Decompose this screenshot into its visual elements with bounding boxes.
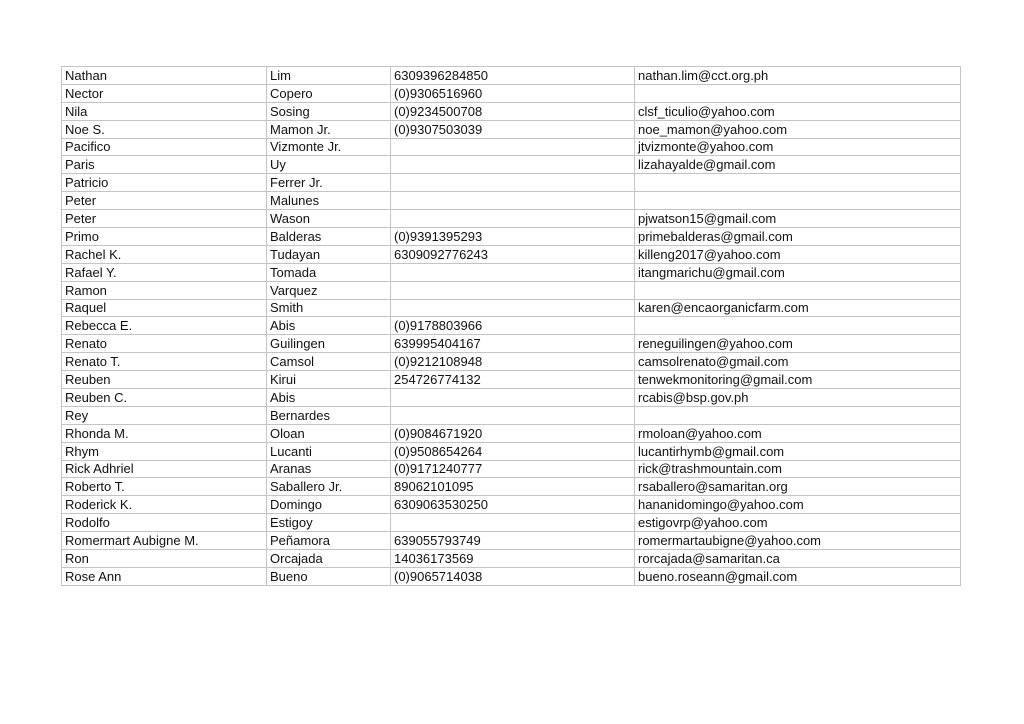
last-name-cell: Domingo (267, 496, 391, 514)
last-name-cell: Tudayan (267, 245, 391, 263)
email-cell: jtvizmonte@yahoo.com (635, 138, 961, 156)
first-name-cell: Peter (62, 192, 267, 210)
phone-cell: 14036173569 (391, 550, 635, 568)
table-row (62, 478, 961, 496)
last-name-cell: Lucanti (267, 442, 391, 460)
table-row (62, 514, 961, 532)
table-row (62, 281, 961, 299)
table-row (62, 263, 961, 281)
email-cell: bueno.roseann@gmail.com (635, 567, 961, 585)
table-row (62, 389, 961, 407)
first-name-cell: Raquel (62, 299, 267, 317)
email-cell (635, 317, 961, 335)
phone-cell: 6309092776243 (391, 245, 635, 263)
phone-cell: (0)9234500708 (391, 102, 635, 120)
email-cell: reneguilingen@yahoo.com (635, 335, 961, 353)
table-row (62, 299, 961, 317)
last-name-cell: Guilingen (267, 335, 391, 353)
first-name-cell: Rebecca E. (62, 317, 267, 335)
email-cell: camsolrenato@gmail.com (635, 353, 961, 371)
phone-cell (391, 389, 635, 407)
first-name-cell: Nector (62, 84, 267, 102)
last-name-cell: Aranas (267, 460, 391, 478)
email-cell (635, 406, 961, 424)
email-cell: noe_mamon@yahoo.com (635, 120, 961, 138)
email-cell: pjwatson15@gmail.com (635, 210, 961, 228)
email-cell (635, 174, 961, 192)
last-name-cell: Camsol (267, 353, 391, 371)
phone-cell (391, 192, 635, 210)
table-row (62, 156, 961, 174)
first-name-cell: Rick Adhriel (62, 460, 267, 478)
first-name-cell: Renato T. (62, 353, 267, 371)
last-name-cell: Wason (267, 210, 391, 228)
first-name-cell: Rachel K. (62, 245, 267, 263)
table-row (62, 210, 961, 228)
last-name-cell: Abis (267, 389, 391, 407)
first-name-cell: Nathan (62, 67, 267, 85)
table-row (62, 192, 961, 210)
email-cell: rcabis@bsp.gov.ph (635, 389, 961, 407)
email-cell: clsf_ticulio@yahoo.com (635, 102, 961, 120)
email-cell: rick@trashmountain.com (635, 460, 961, 478)
last-name-cell: Saballero Jr. (267, 478, 391, 496)
last-name-cell: Abis (267, 317, 391, 335)
email-cell: lizahayalde@gmail.com (635, 156, 961, 174)
table-row (62, 550, 961, 568)
phone-cell: (0)9178803966 (391, 317, 635, 335)
first-name-cell: Renato (62, 335, 267, 353)
table-row (62, 460, 961, 478)
table-row (62, 84, 961, 102)
contacts-table (61, 66, 961, 586)
last-name-cell: Smith (267, 299, 391, 317)
first-name-cell: Peter (62, 210, 267, 228)
phone-cell: (0)9508654264 (391, 442, 635, 460)
last-name-cell: Peñamora (267, 532, 391, 550)
phone-cell (391, 299, 635, 317)
last-name-cell: Varquez (267, 281, 391, 299)
table-row (62, 406, 961, 424)
email-cell: hananidomingo@yahoo.com (635, 496, 961, 514)
first-name-cell: Rey (62, 406, 267, 424)
phone-cell: (0)9391395293 (391, 228, 635, 246)
phone-cell (391, 138, 635, 156)
phone-cell: 639995404167 (391, 335, 635, 353)
first-name-cell: Reuben C. (62, 389, 267, 407)
table-row (62, 424, 961, 442)
first-name-cell: Primo (62, 228, 267, 246)
email-cell: rsaballero@samaritan.org (635, 478, 961, 496)
email-cell: killeng2017@yahoo.com (635, 245, 961, 263)
first-name-cell: Rhonda M. (62, 424, 267, 442)
last-name-cell: Tomada (267, 263, 391, 281)
email-cell: lucantirhymb@gmail.com (635, 442, 961, 460)
last-name-cell: Orcajada (267, 550, 391, 568)
email-cell: rorcajada@samaritan.ca (635, 550, 961, 568)
last-name-cell: Malunes (267, 192, 391, 210)
table-row (62, 353, 961, 371)
phone-cell: (0)9084671920 (391, 424, 635, 442)
phone-cell (391, 406, 635, 424)
table-row (62, 567, 961, 585)
phone-cell (391, 281, 635, 299)
first-name-cell: Rose Ann (62, 567, 267, 585)
phone-cell: (0)9212108948 (391, 353, 635, 371)
first-name-cell: Pacifico (62, 138, 267, 156)
phone-cell: 6309396284850 (391, 67, 635, 85)
last-name-cell: Sosing (267, 102, 391, 120)
last-name-cell: Balderas (267, 228, 391, 246)
first-name-cell: Roderick K. (62, 496, 267, 514)
first-name-cell: Roberto T. (62, 478, 267, 496)
table-row (62, 138, 961, 156)
table-row (62, 442, 961, 460)
email-cell: primebalderas@gmail.com (635, 228, 961, 246)
phone-cell (391, 156, 635, 174)
phone-cell: (0)9065714038 (391, 567, 635, 585)
table-row (62, 532, 961, 550)
table-row (62, 317, 961, 335)
last-name-cell: Copero (267, 84, 391, 102)
email-cell: tenwekmonitoring@gmail.com (635, 371, 961, 389)
first-name-cell: Reuben (62, 371, 267, 389)
first-name-cell: Rafael Y. (62, 263, 267, 281)
phone-cell: 639055793749 (391, 532, 635, 550)
email-cell (635, 84, 961, 102)
table-row (62, 67, 961, 85)
phone-cell: 6309063530250 (391, 496, 635, 514)
phone-cell: 89062101095 (391, 478, 635, 496)
phone-cell (391, 210, 635, 228)
first-name-cell: Rodolfo (62, 514, 267, 532)
last-name-cell: Bueno (267, 567, 391, 585)
table-row (62, 335, 961, 353)
first-name-cell: Paris (62, 156, 267, 174)
first-name-cell: Romermart Aubigne M. (62, 532, 267, 550)
phone-cell: 254726774132 (391, 371, 635, 389)
last-name-cell: Ferrer Jr. (267, 174, 391, 192)
table-row (62, 245, 961, 263)
phone-cell (391, 263, 635, 281)
email-cell: romermartaubigne@yahoo.com (635, 532, 961, 550)
first-name-cell: Noe S. (62, 120, 267, 138)
phone-cell (391, 514, 635, 532)
email-cell: nathan.lim@cct.org.ph (635, 67, 961, 85)
last-name-cell: Mamon Jr. (267, 120, 391, 138)
table-row (62, 102, 961, 120)
phone-cell: (0)9307503039 (391, 120, 635, 138)
email-cell: itangmarichu@gmail.com (635, 263, 961, 281)
first-name-cell: Rhym (62, 442, 267, 460)
email-cell: estigovrp@yahoo.com (635, 514, 961, 532)
last-name-cell: Kirui (267, 371, 391, 389)
table-row (62, 496, 961, 514)
email-cell: karen@encaorganicfarm.com (635, 299, 961, 317)
table-row (62, 371, 961, 389)
first-name-cell: Ramon (62, 281, 267, 299)
phone-cell (391, 174, 635, 192)
first-name-cell: Patricio (62, 174, 267, 192)
phone-cell: (0)9171240777 (391, 460, 635, 478)
email-cell (635, 192, 961, 210)
email-cell: rmoloan@yahoo.com (635, 424, 961, 442)
last-name-cell: Oloan (267, 424, 391, 442)
first-name-cell: Ron (62, 550, 267, 568)
table-row (62, 120, 961, 138)
last-name-cell: Vizmonte Jr. (267, 138, 391, 156)
last-name-cell: Bernardes (267, 406, 391, 424)
contacts-table-body (62, 67, 961, 586)
email-cell (635, 281, 961, 299)
table-row (62, 228, 961, 246)
last-name-cell: Lim (267, 67, 391, 85)
first-name-cell: Nila (62, 102, 267, 120)
last-name-cell: Uy (267, 156, 391, 174)
table-row (62, 174, 961, 192)
last-name-cell: Estigoy (267, 514, 391, 532)
phone-cell: (0)9306516960 (391, 84, 635, 102)
